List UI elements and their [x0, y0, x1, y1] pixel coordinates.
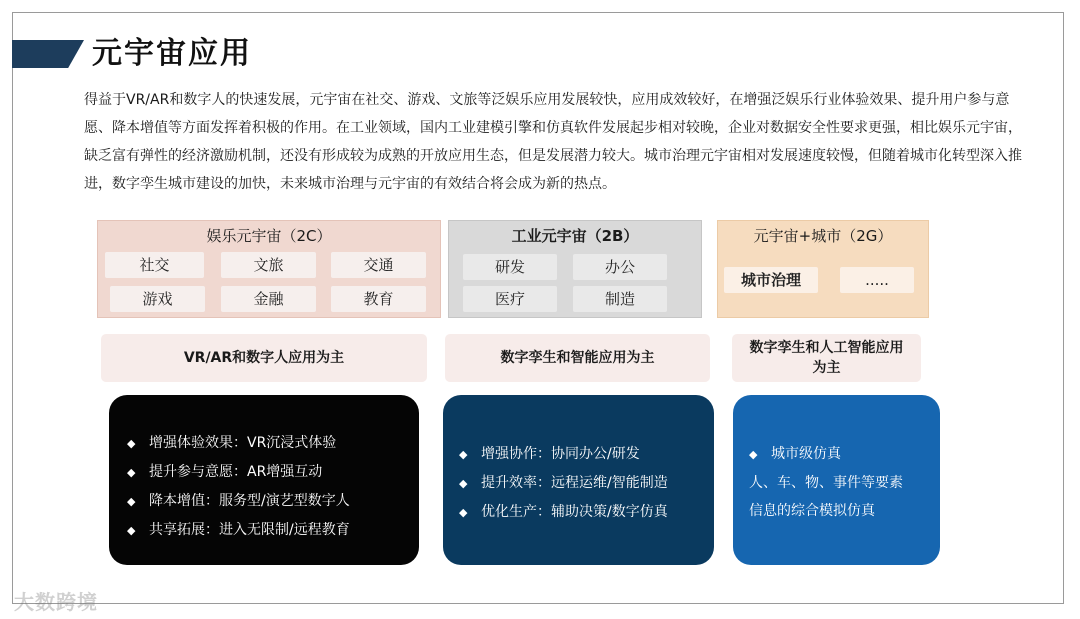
summary-industrial: 数字孪生和智能应用为主: [445, 334, 710, 382]
diamond-bullet-icon: ◆: [127, 524, 136, 537]
tag-office: 办公: [573, 254, 667, 280]
card-line: ◆ 降本增值：服务型/演艺型数字人: [127, 487, 419, 516]
category-title: 娱乐元宇宙（2C）: [206, 227, 332, 245]
card-line: ◆ 提升效率：远程运维/智能制造: [459, 469, 714, 498]
tag-transport: 交通: [331, 252, 426, 278]
diamond-bullet-icon: ◆: [459, 448, 468, 461]
card-line: ◆ 共享拓展：进入无限制/远程教育: [127, 516, 419, 545]
diamond-bullet-icon: ◆: [127, 437, 136, 450]
intro-paragraph: 得益于VR/AR和数字人的快速发展，元宇宙在社交、游戏、文旅等泛娱乐应用发展较快，应用成效较好，在增强泛娱乐行业体验效果、提升用户参与意愿、降本增值等方面发挥着积极的作用。在工业领域，国内工业建模引擎和仿真软件发展起步相对较晚，企业对数据安全性要求更强，相比娱乐元宇宙，缺乏富有弹性的经济激励机制，还没有形成较为成熟的开放应用生态，但是发展潜力较大。城市治理元宇宙相对发展速度较慢，但随着城市化转型深入推进，数字孪生城市建设的加快，未来城市治理与元宇宙的有效结合将会成为新的热点。: [84, 92, 1022, 192]
category-industrial: [448, 220, 702, 318]
tag-social: 社交: [105, 252, 204, 278]
tag-city-governance: 城市治理: [724, 267, 818, 293]
card-line: 信息的综合模拟仿真: [749, 503, 875, 519]
tag-ellipsis: .....: [840, 267, 914, 293]
tag-manufacturing: 制造: [573, 286, 667, 312]
summary-city: 数字孪生和人工智能应用为主: [732, 334, 921, 382]
card-line: ◆ 增强体验效果：VR沉浸式体验: [127, 429, 419, 458]
page-title: 元宇宙应用: [92, 36, 252, 71]
tag-finance: 金融: [221, 286, 316, 312]
category-entertainment: [97, 220, 441, 318]
summary-entertainment: VR/AR和数字人应用为主: [101, 334, 427, 382]
diamond-bullet-icon: ◆: [127, 466, 136, 479]
card-city: [733, 395, 940, 565]
card-line: ◆ 提升参与意愿：AR增强互动: [127, 458, 419, 487]
tag-rnd: 研发: [463, 254, 557, 280]
diamond-bullet-icon: ◆: [127, 495, 136, 508]
card-line: ◆ 优化生产：辅助决策/数字仿真: [459, 498, 714, 527]
tag-education: 教育: [331, 286, 426, 312]
diamond-bullet-icon: ◆: [459, 506, 468, 519]
card-entertainment: [109, 395, 419, 565]
category-city: [717, 220, 929, 318]
category-title: 元宇宙+城市（2G）: [753, 227, 893, 245]
diamond-bullet-icon: ◆: [749, 448, 758, 461]
tag-gaming: 游戏: [110, 286, 205, 312]
card-line: ◆ 城市级仿真: [749, 440, 940, 469]
card-line: ◆ 增强协作：协同办公/研发: [459, 440, 714, 469]
tag-culture-tourism: 文旅: [221, 252, 316, 278]
category-title: 工业元宇宙（2B）: [511, 227, 639, 245]
card-line: 人、车、物、事件等要素: [749, 475, 903, 491]
card-industrial: [443, 395, 714, 565]
diamond-bullet-icon: ◆: [459, 477, 468, 490]
watermark: 大数跨境: [14, 590, 98, 614]
tag-medical: 医疗: [463, 286, 557, 312]
